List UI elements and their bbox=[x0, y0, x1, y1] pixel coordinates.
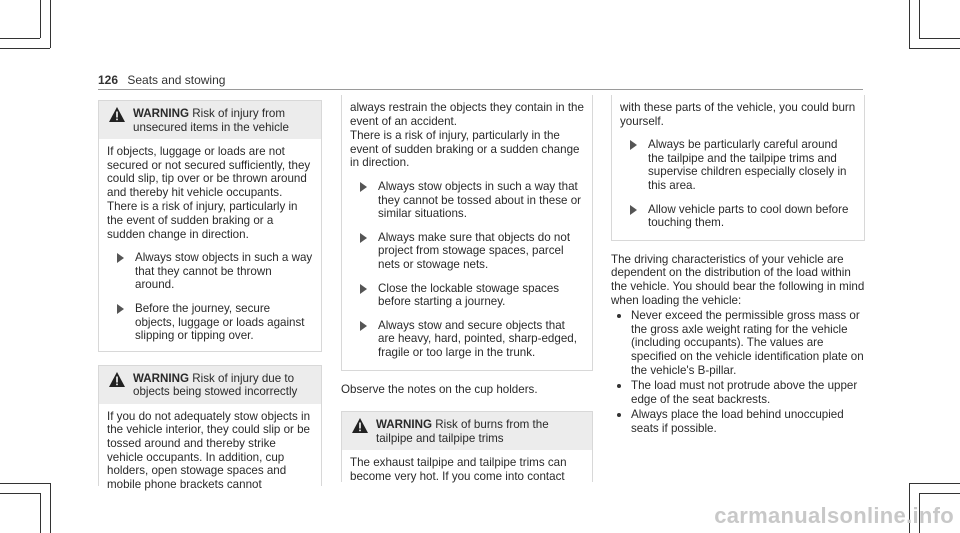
warning-text: always restrain the objects they contain in the event of an accident. bbox=[350, 101, 584, 128]
arrow-icon bbox=[360, 233, 367, 243]
warning-label: WARNING bbox=[376, 418, 433, 432]
list-item-text: Always place the load behind unoccupied seats if possible. bbox=[631, 408, 844, 435]
page-header bbox=[98, 73, 225, 87]
warning-text: with these parts of the vehicle, you could burn yourself. bbox=[620, 101, 856, 128]
crop-mark bbox=[909, 0, 910, 48]
instruction-text: Always make sure that objects do not project from stowage spaces, parcel nets or stowage nets. bbox=[378, 230, 571, 271]
warning-title: Risk of injury from unsecured items in the vehicle bbox=[133, 107, 289, 134]
arrow-icon bbox=[360, 321, 367, 331]
column-1 bbox=[98, 100, 322, 491]
warning-text: The exhaust tailpipe and tailpipe trims can become very hot. If you come into contact bbox=[350, 456, 567, 483]
warning-continuation-box bbox=[611, 95, 865, 241]
page-number: 126 bbox=[98, 73, 119, 87]
list-item-text: Never exceed the permissible gross mass or the gross axle weight rating for the vehicle (including occupants). The values are specified on the vehicle identification plate on the vehicle's B-pillar. bbox=[631, 309, 864, 377]
arrow-icon bbox=[360, 182, 367, 192]
warning-title: Risk of injury due to objects being stowed incorrectly bbox=[133, 371, 298, 399]
instruction-text: Allow vehicle parts to cool down before touching them. bbox=[648, 202, 849, 230]
column-2 bbox=[341, 101, 593, 482]
warning-text: There is a risk of injury, particularly in the event of sudden braking or a sudden change in direction. bbox=[350, 129, 580, 170]
warning-title: Risk of burns from the tailpipe and tailpipe trims bbox=[376, 418, 549, 445]
warning-body bbox=[99, 404, 321, 500]
warning-body bbox=[99, 139, 321, 351]
instruction-item bbox=[620, 203, 856, 230]
crop-mark bbox=[0, 48, 50, 49]
instruction-item bbox=[350, 231, 584, 272]
crop-mark bbox=[919, 38, 960, 39]
body-text: The driving characteristics of your vehicle are dependent on the distribution of the load within the vehicle. You should bear the following in mind when loading the vehicle: bbox=[611, 252, 865, 307]
crop-mark bbox=[909, 48, 960, 49]
instruction-text: Always stow and secure objects that are heavy, hard, pointed, sharp-edged, fragile or too large in the trunk. bbox=[378, 318, 577, 359]
crop-mark bbox=[50, 483, 51, 533]
watermark: carmanualsonline.info bbox=[714, 503, 954, 528]
instruction-text: Always be particularly careful around the tailpipe and the tailpipe trims and supervise children especially closely in this area. bbox=[648, 138, 847, 192]
arrow-icon bbox=[117, 253, 124, 263]
section-title: Seats and stowing bbox=[127, 73, 226, 87]
warning-triangle-icon bbox=[109, 107, 125, 122]
crop-mark bbox=[50, 0, 51, 48]
warning-box-burns bbox=[341, 411, 593, 482]
crop-mark bbox=[40, 0, 41, 38]
warning-triangle-icon bbox=[109, 372, 125, 387]
instruction-item bbox=[350, 282, 584, 309]
crop-mark bbox=[919, 493, 960, 494]
crop-mark bbox=[0, 483, 50, 484]
warning-text: If you do not adequately stow objects in the vehicle interior, they could slip or be tossed around and thereby strike vehicle occupants. In addition, cup holders, open stowage spaces and mobile phone brackets cannot bbox=[107, 409, 311, 491]
list-item bbox=[611, 379, 865, 406]
instruction-item bbox=[350, 319, 584, 360]
warning-triangle-icon bbox=[352, 418, 368, 433]
instruction-item bbox=[350, 180, 584, 221]
warning-text: There is a risk of injury, particularly in the event of sudden braking or a sudden change in direction. bbox=[107, 200, 298, 241]
warning-label: WARNING bbox=[133, 107, 190, 120]
warning-box-stowed-incorrectly bbox=[98, 365, 322, 491]
instruction-text: Always stow objects in such a way that they cannot be tossed about in these or similar situations. bbox=[378, 179, 582, 221]
warning-text: If objects, luggage or loads are not secured or not secured sufficiently, they could slip, tip over or be thrown around and thereby hit vehicle occupants. bbox=[107, 145, 311, 199]
bullet-dot-icon bbox=[617, 314, 621, 318]
instruction-item bbox=[620, 138, 856, 192]
instruction-text: Always stow objects in such a way that they cannot be thrown around. bbox=[135, 251, 313, 292]
list-item-text: The load must not protrude above the upper edge of the seat backrests. bbox=[631, 379, 858, 406]
instruction-text: Close the lockable stowage spaces before starting a journey. bbox=[378, 281, 560, 309]
list-item bbox=[611, 309, 865, 377]
arrow-icon bbox=[360, 284, 367, 294]
instruction-item bbox=[107, 251, 313, 292]
arrow-icon bbox=[630, 205, 637, 215]
warning-continuation-box bbox=[341, 95, 593, 371]
crop-mark bbox=[0, 493, 40, 494]
bullet-dot-icon bbox=[617, 384, 621, 388]
arrow-icon bbox=[117, 304, 124, 314]
arrow-icon bbox=[630, 140, 637, 150]
instruction-text: Before the journey, secure objects, luggage or loads against slipping or tipping over. bbox=[135, 301, 305, 343]
list-item bbox=[611, 408, 865, 435]
warning-body bbox=[342, 450, 592, 491]
warning-box-unsecured-items bbox=[98, 100, 322, 352]
bullet-dot-icon bbox=[617, 413, 621, 417]
warning-header bbox=[342, 412, 592, 450]
instruction-item bbox=[107, 302, 313, 343]
header-divider bbox=[98, 89, 863, 90]
crop-mark bbox=[40, 493, 41, 533]
warning-label: WARNING bbox=[133, 371, 190, 385]
body-text: Observe the notes on the cup holders. bbox=[341, 382, 538, 396]
warning-header bbox=[99, 366, 321, 404]
crop-mark bbox=[909, 483, 960, 484]
crop-mark bbox=[0, 38, 40, 39]
column-3 bbox=[611, 101, 865, 435]
warning-header bbox=[99, 101, 321, 139]
crop-mark bbox=[919, 0, 920, 38]
